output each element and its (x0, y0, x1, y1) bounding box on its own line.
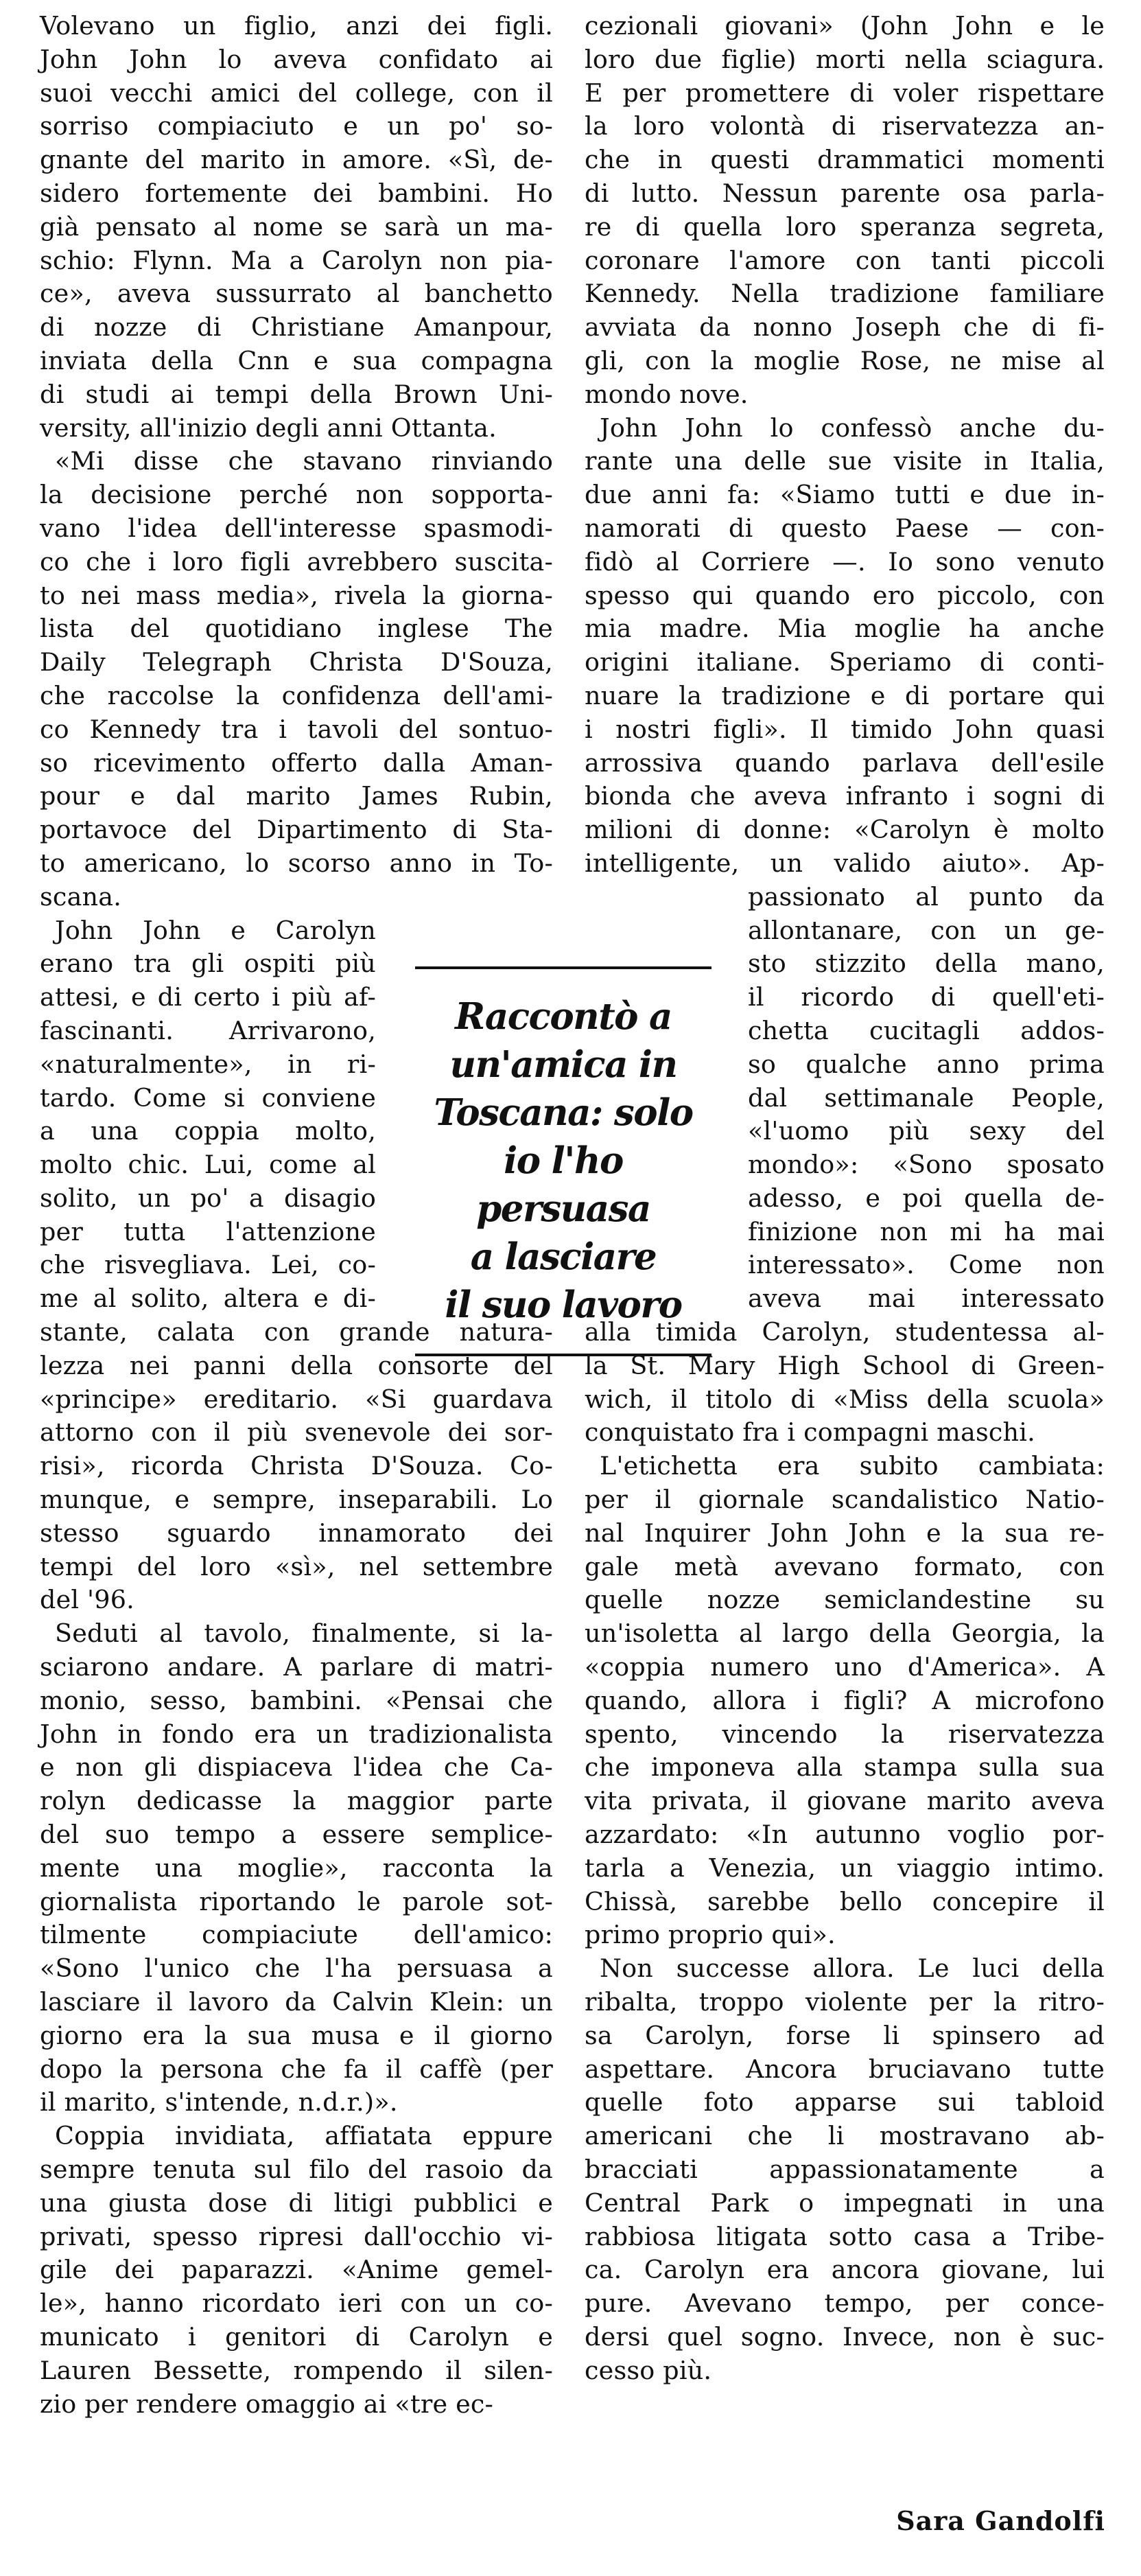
article-text-line: rabbiosa litigata sotto casa a Tribe- (585, 2221, 1105, 2251)
article-text-line: rante una delle sue visite in Italia, (585, 446, 1105, 476)
article-text-line: vano l'idea dell'interesse spasmodi- (40, 513, 553, 543)
article-text-line: aveva mai interessato (748, 1284, 1105, 1314)
pull-quote-line: Raccontò a (455, 995, 672, 1038)
article-text-line: so ricevimento offerto dalla Aman- (40, 747, 553, 778)
article-text-line: gile dei paparazzi. «Anime gemel- (40, 2255, 553, 2285)
article-text-line: scana. (40, 881, 122, 912)
article-text-line: loro due figlie) morti nella sciagura. (585, 44, 1105, 74)
article-text-line: tempi del loro «sì», nel settembre (40, 1551, 553, 1581)
article-text-line: nal Inquirer John John e la sua re- (585, 1518, 1105, 1548)
article-text-line: stante, calata con grande natura- (40, 1317, 553, 1347)
article-text-line: lezza nei panni della consorte del (40, 1350, 553, 1380)
article-text-line: intelligente, un valido aiuto». Ap- (585, 848, 1105, 878)
article-text-line: allontanare, con un ge- (748, 915, 1105, 945)
article-text-line: alla timida Carolyn, studentessa al- (585, 1317, 1105, 1347)
article-text-line: pour e dal marito James Rubin, (40, 781, 553, 811)
article-text-line: erano tra gli ospiti più (40, 949, 376, 979)
article-text-line: interessato». Come non (748, 1250, 1105, 1280)
article-text-line: fascinanti. Arrivarono, (40, 1015, 376, 1045)
pull-quote-line: Toscana: solo (434, 1091, 693, 1134)
right-column-top-text (585, 10, 1105, 881)
article-text-line: nuare la tradizione e di portare qui (585, 680, 1105, 710)
article-text-line: cezionali giovani» (John John e le (585, 11, 1105, 40)
article-text-line: di studi ai tempi della Brown Uni- (40, 379, 553, 409)
article-text-line: Non successe allora. Le luci della (600, 1953, 1105, 1984)
article-text-line: to nei mass media», rivela la giorna- (40, 580, 553, 610)
article-text-line: gale metà avevano formato, con (585, 1551, 1105, 1581)
article-text-line: Central Park o impegnati in una (585, 2188, 1105, 2218)
article-text-line: sidero fortemente dei bambini. Ho (40, 178, 553, 208)
article-text-line: del suo tempo a essere semplice- (40, 1820, 553, 1850)
article-text-line: privati, spesso ripresi dall'occhio vi- (40, 2221, 553, 2251)
article-text-line: che imponeva alla stampa sulla sua (585, 1752, 1105, 1783)
pull-quote-line: il suo lavoro (445, 1284, 682, 1326)
article-text-line: avviata da nonno Joseph che di fi- (585, 312, 1105, 343)
article-text-line: che in questi drammatici momenti (585, 145, 1105, 175)
article-text-line: quelle nozze semiclandestine su (585, 1585, 1105, 1615)
article-text-line: Daily Telegraph Christa D'Souza, (40, 647, 553, 677)
article-text-line: me al solito, altera e di- (40, 1284, 376, 1314)
article-text-line: ribalta, troppo violente per la ritro- (585, 1987, 1105, 2017)
article-text-line: E per promettere di voler rispettare (585, 78, 1105, 108)
article-text-line: conquistato fra i compagni maschi. (585, 1417, 1035, 1448)
article-text-line: adesso, e poi quella de- (748, 1183, 1105, 1213)
article-text-line: monio, sesso, bambini. «Pensai che (40, 1685, 553, 1715)
right-column-narrow-text (748, 881, 1105, 1316)
article-text-line: co Kennedy tra i tavoli del sontuo- (40, 714, 553, 744)
article-text-line: attesi, e di certo i più af- (40, 982, 376, 1012)
left-column-bottom-text (40, 1316, 553, 2421)
article-text-line: finizione non mi ha mai (748, 1216, 1105, 1246)
article-text-line: vita privata, il giovane marito aveva (585, 1786, 1105, 1816)
article-text-line: Volevano un figlio, anzi dei figli. (40, 11, 553, 40)
article-text-line: gli, con la moglie Rose, ne mise al (585, 345, 1105, 375)
article-text-line: la loro volontà di riservatezza an- (585, 111, 1105, 141)
article-text-line: americani che li mostravano ab- (585, 2121, 1105, 2151)
article-text-line: munque, e sempre, inseparabili. Lo (40, 1485, 553, 1515)
article-text-line: lasciare il lavoro da Calvin Klein: un (40, 1987, 553, 2017)
article-text-line: «Sono l'unico che l'ha persuasa a (40, 1953, 553, 1984)
article-text-line: cesso più. (585, 2355, 712, 2385)
article-text-line: mia madre. Mia moglie ha anche (585, 614, 1105, 644)
article-text-line: municato i genitori di Carolyn e (40, 2321, 553, 2352)
article-text-line: namorati di questo Paese — con- (585, 513, 1105, 543)
article-text-line: chetta cucitagli addos- (748, 1015, 1105, 1045)
article-text-line: il ricordo di quell'eti- (748, 982, 1105, 1012)
article-text-line: schio: Flynn. Ma a Carolyn non pia- (40, 245, 553, 275)
article-text-line: una giusta dose di litigi pubblici e (40, 2188, 553, 2218)
article-text-line: John John e Carolyn (55, 915, 376, 945)
article-text-line: aspettare. Ancora bruciavano tutte (585, 2054, 1105, 2084)
pull-quote (415, 966, 711, 1356)
article-text-line: attorno con il più svenevole dei sor- (40, 1417, 553, 1448)
article-text-line: mondo nove. (585, 379, 749, 409)
article-text-line: sorriso compiaciuto e un po' so- (40, 111, 553, 141)
article-text-line: Seduti al tavolo, finalmente, si la- (55, 1618, 553, 1649)
article-text-line: suoi vecchi amici del college, con il (40, 78, 553, 108)
article-text-line: origini italiane. Speriamo di conti- (585, 647, 1105, 677)
article-text-line: giorno era la sua musa e il giorno (40, 2020, 553, 2050)
article-text-line: risi», ricorda Christa D'Souza. Co- (40, 1451, 553, 1481)
article-text-line: tardo. Come si conviene (40, 1082, 376, 1113)
article-text-line: due anni fa: «Siamo tutti e due in- (585, 480, 1105, 510)
article-text-line: gnante del marito in amore. «Sì, de- (40, 145, 553, 175)
article-text-line: mondo»: «Sono sposato (748, 1150, 1105, 1180)
article-text-line: per tutta l'attenzione (40, 1216, 376, 1246)
article-text-line: stesso sguardo innamorato dei (40, 1518, 553, 1548)
article-text-line: ce», aveva sussurrato al banchetto (40, 279, 553, 309)
article-text-line: co che i loro figli avrebbero suscita- (40, 546, 553, 577)
article-text-line: quelle foto apparse sui tabloid (585, 2087, 1105, 2117)
article-text-line: di lutto. Nessun parente osa parla- (585, 178, 1105, 208)
article-text-line: per il giornale scandalistico Natio- (585, 1485, 1105, 1515)
article-text-line: sa Carolyn, forse li spinsero ad (585, 2020, 1105, 2050)
left-column-narrow-text (40, 914, 376, 1316)
article-text-line: solito, un po' a disagio (40, 1183, 376, 1213)
article-text-line: sempre tenuta sul filo del rasoio da (40, 2155, 553, 2184)
article-text-line: i nostri figli». Il timido John quasi (585, 714, 1105, 744)
article-text-line: dopo la persona che fa il caffè (per (40, 2054, 553, 2084)
article-text-line: versity, all'inizio degli anni Ottanta. (40, 413, 497, 443)
article-text-line: del '96. (40, 1585, 134, 1615)
article-text-line: a una coppia molto, (40, 1116, 376, 1146)
article-text-line: Coppia invidiata, affiatata eppure (55, 2121, 553, 2151)
article-text-line: già pensato al nome se sarà un ma- (40, 211, 553, 242)
article-text-line: le», hanno ricordato ieri con un co- (40, 2288, 553, 2319)
article-text-line: Lauren Bessette, rompendo il silen- (40, 2355, 553, 2385)
article-text-line: che risvegliava. Lei, co- (40, 1250, 376, 1280)
article-text-line: Chissà, sarebbe bello concepire il (585, 1886, 1105, 1916)
article-text-line: milioni di donne: «Carolyn è molto (585, 815, 1105, 845)
article-text-line: spento, vincendo la riservatezza (585, 1719, 1105, 1749)
pull-quote-line: un'amica in (449, 1043, 677, 1086)
article-text-line: molto chic. Lui, come al (40, 1150, 376, 1180)
article-text-line: giornalista riportando le parole sot- (40, 1886, 553, 1916)
article-text-line: fidò al Corriere —. Io sono venuto (585, 546, 1105, 577)
pull-quote-line: io l'ho persuasa (476, 1139, 650, 1230)
article-text-line: John John lo confessò anche du- (600, 413, 1105, 443)
article-text-line: tarla a Venezia, un viaggio intimo. (585, 1853, 1105, 1883)
article-text-line: dal settimanale People, (748, 1082, 1105, 1113)
byline: Sara Gandolfi (896, 2505, 1105, 2536)
article-text-line: mente una moglie», racconta la (40, 1853, 553, 1883)
article-text-line: un'isoletta al largo della Georgia, la (585, 1618, 1105, 1649)
article-text-line: «coppia numero uno d'America». A (585, 1652, 1105, 1682)
article-text-line: bracciati appassionatamente a (585, 2155, 1105, 2184)
article-text-line: spesso qui quando ero piccolo, con (585, 580, 1105, 610)
article-text-line: e non gli dispiaceva l'idea che Ca- (40, 1752, 553, 1783)
article-text-line: lista del quotidiano inglese The (40, 614, 553, 644)
article-text-line: zio per rendere omaggio ai «tre ec- (40, 2389, 494, 2419)
article-text-line: sto stizzito della mano, (748, 949, 1105, 979)
article-text-line: passionato al punto da (748, 881, 1105, 912)
article-text-line: bionda che aveva infranto i sogni di (585, 781, 1105, 811)
article-text-line: coronare l'amore con tanti piccoli (585, 245, 1105, 275)
article-text-line: portavoce del Dipartimento di Sta- (40, 815, 553, 845)
article-text-line: arrossiva quando parlava dell'esile (585, 747, 1105, 778)
article-text-line: ca. Carolyn era ancora giovane, lui (585, 2255, 1105, 2285)
article-text-line: che raccolse la confidenza dell'ami- (40, 680, 553, 710)
article-text-line: la St. Mary High School di Green- (585, 1350, 1105, 1380)
article-text-line: John in fondo era un tradizionalista (40, 1719, 553, 1749)
article-text-line: di nozze di Christiane Amanpour, (40, 312, 553, 343)
article-text-line: Kennedy. Nella tradizione familiare (585, 279, 1105, 309)
article-text-line: re di quella loro speranza segreta, (585, 211, 1105, 242)
article-text-line: azzardato: «In autunno voglio por- (585, 1820, 1105, 1850)
article-text-line: wich, il titolo di «Miss della scuola» (585, 1384, 1105, 1414)
article-text-line: «Mi disse che stavano rinviando (55, 446, 553, 476)
article-text-line: tilmente compiaciute dell'amico: (40, 1920, 553, 1950)
article-text-line: John John lo aveva confidato ai (40, 44, 553, 74)
article-text-line: «naturalmente», in ri- (40, 1049, 376, 1079)
right-column-bottom-text (585, 1316, 1105, 2388)
article-text-line: rolyn dedicasse la maggior parte (40, 1786, 553, 1816)
article-text-line: to americano, lo scorso anno in To- (40, 848, 553, 878)
article-text-line: pure. Avevano tempo, per conce- (585, 2288, 1105, 2319)
pull-quote-line: a lasciare (470, 1235, 657, 1278)
article-text-line: il marito, s'intende, n.d.r.)». (40, 2087, 398, 2117)
article-text-line: «l'uomo più sexy del (748, 1116, 1105, 1146)
article-text-line: sciarono andare. A parlare di matri- (40, 1652, 553, 1682)
article-text-line: inviata della Cnn e sua compagna (40, 345, 553, 375)
article-text-line: quando, allora i figli? A microfono (585, 1685, 1105, 1715)
article-text-line: la decisione perché non sopporta- (40, 480, 553, 510)
left-column-top-text (40, 10, 553, 914)
article-text-line: «principe» ereditario. «Si guardava (40, 1384, 553, 1414)
article-text-line: L'etichetta era subito cambiata: (600, 1451, 1105, 1481)
article-text-line: dersi quel sogno. Invece, non è suc- (585, 2321, 1105, 2352)
article-text-line: so qualche anno prima (748, 1049, 1105, 1079)
article-text-line: primo proprio qui». (585, 1920, 836, 1950)
